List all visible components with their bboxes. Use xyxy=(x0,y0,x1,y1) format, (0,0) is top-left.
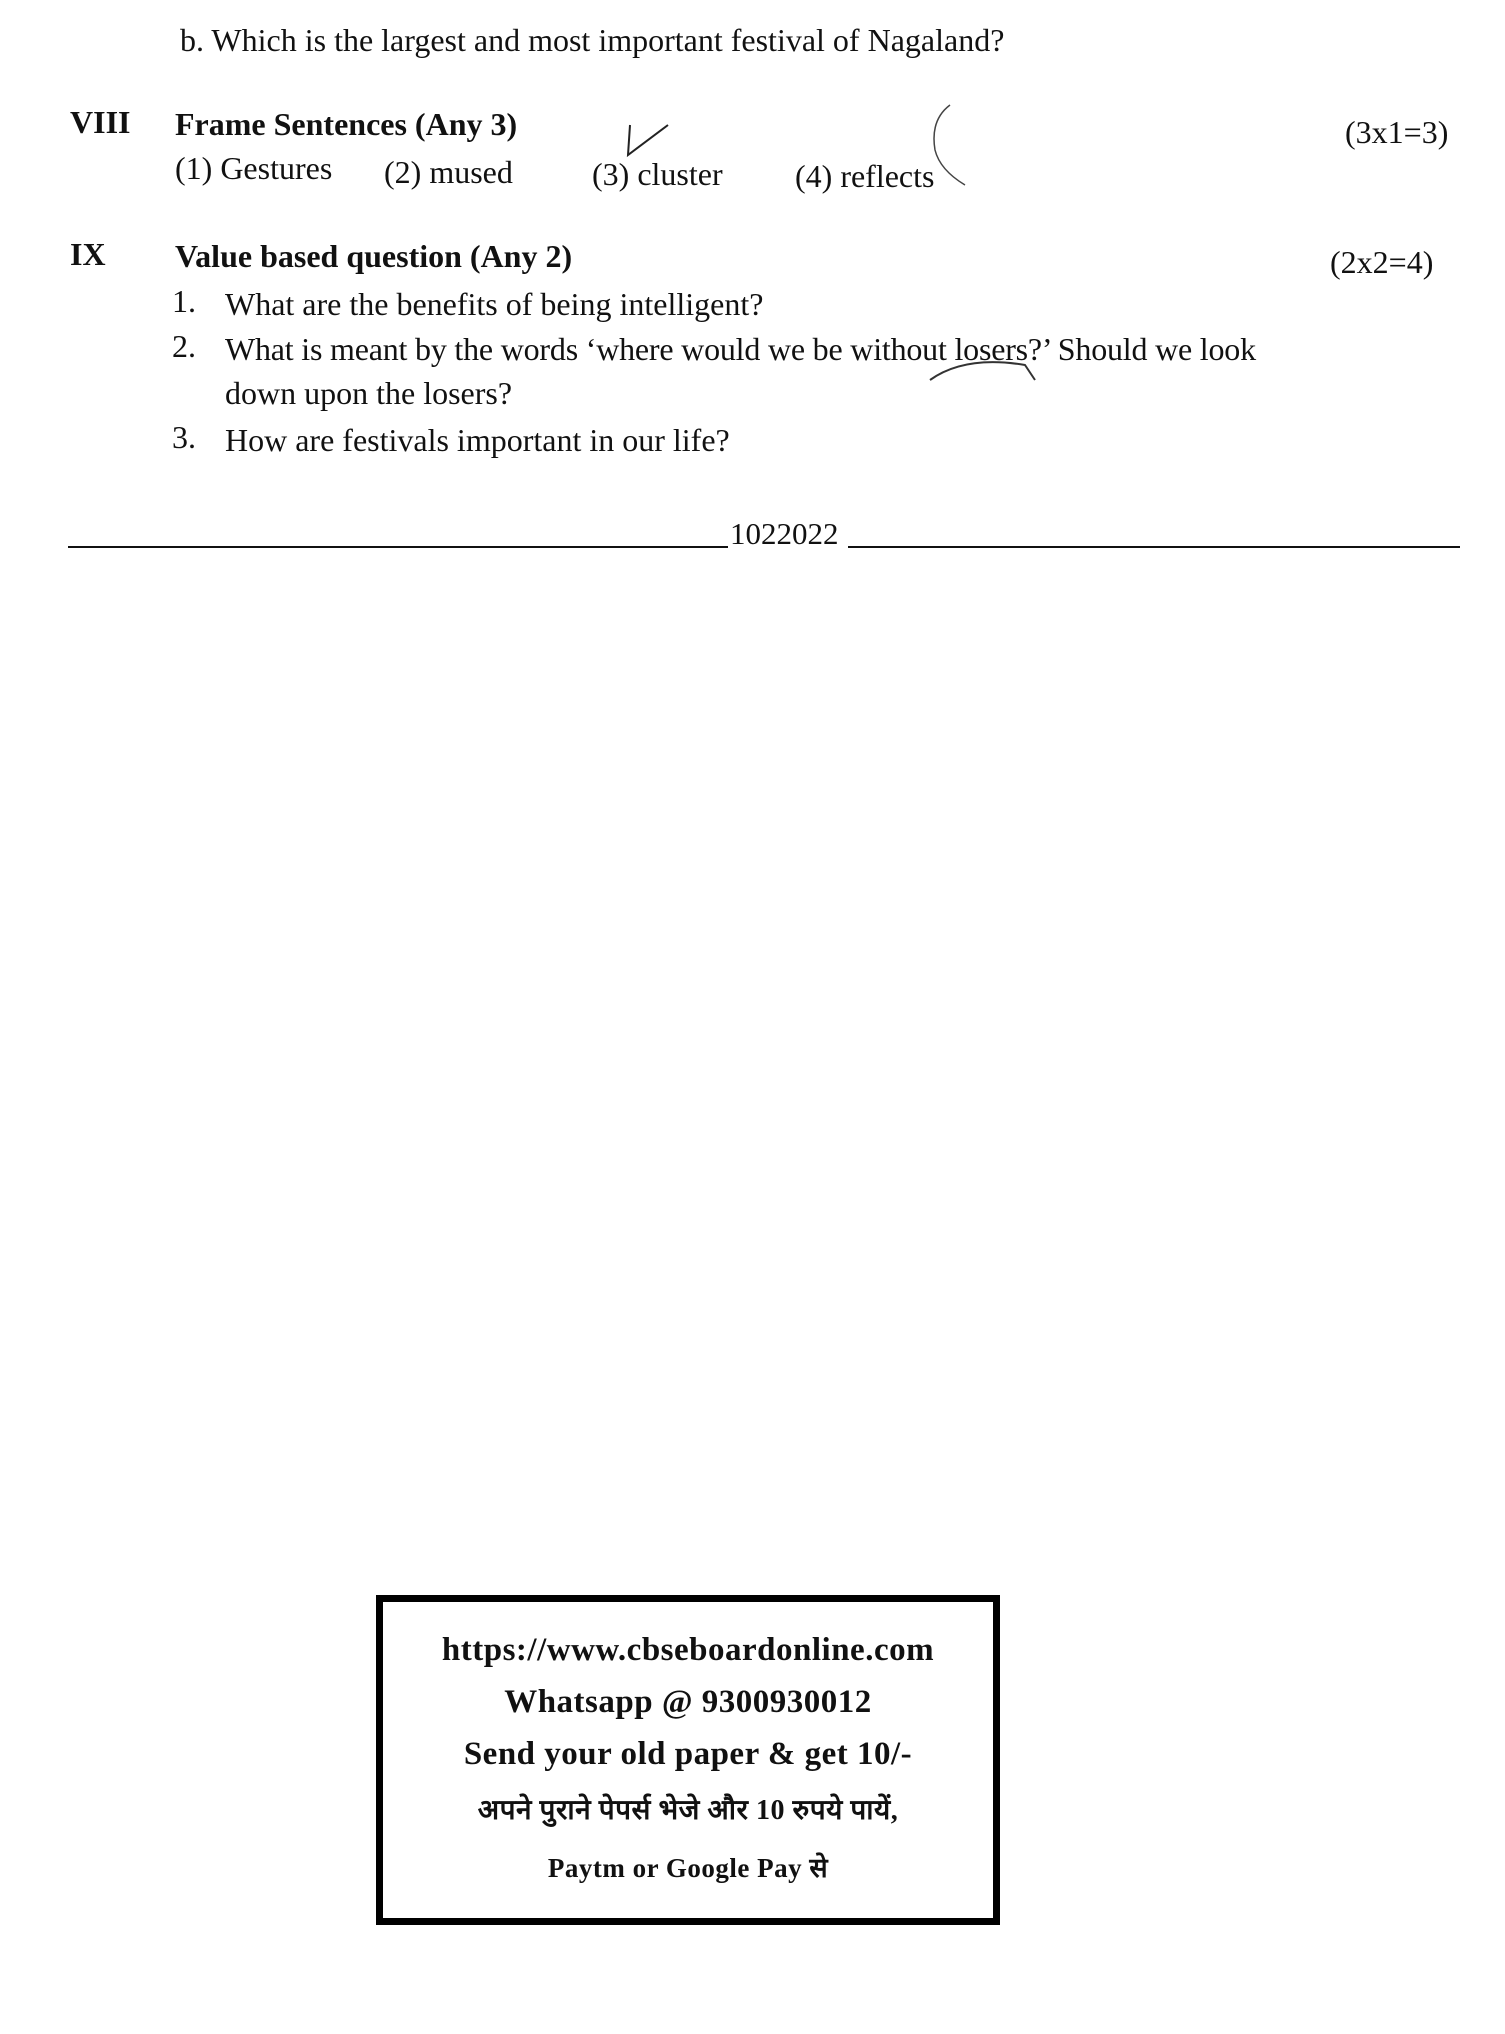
question-text: What is meant by the words ‘where would we be without losers?’ Should we look xyxy=(225,331,1256,367)
pen-stroke-icon xyxy=(925,350,1045,390)
promo-whatsapp: Whatsapp @ 9300930012 xyxy=(504,1684,872,1720)
section-title: Frame Sentences (Any 3) xyxy=(175,106,518,142)
pen-stroke-icon xyxy=(920,100,970,190)
section-marks: (3x1=3) xyxy=(1345,114,1449,150)
tick-mark-icon xyxy=(620,115,680,165)
divider-right xyxy=(848,546,1460,548)
word-option: (1) Gestures xyxy=(175,150,333,186)
word-option: (2) mused xyxy=(384,154,513,190)
question-b: b. Which is the largest and most important festival of Nagaland? xyxy=(180,22,1005,58)
section-title: Value based question (Any 2) xyxy=(175,238,573,274)
footer-code: 1022022 xyxy=(730,516,839,551)
question-number: 1. xyxy=(172,283,196,319)
question-text: How are festivals important in our life? xyxy=(225,422,730,458)
promo-offer: Send your old paper & get 10/- xyxy=(463,1736,913,1772)
question-text: What are the benefits of being intelligent? xyxy=(225,286,764,322)
divider-left xyxy=(68,546,728,548)
section-numeral: IX xyxy=(70,236,106,272)
promo-url: https://www.cbseboardonline.com xyxy=(441,1632,935,1668)
word-option: (3) cluster xyxy=(592,156,723,192)
word-option: (4) reflects xyxy=(795,158,935,194)
question-number: 3. xyxy=(172,419,196,455)
promo-payment: Paytm or Google Pay से xyxy=(547,1853,829,1883)
question-text-continued: down upon the losers? xyxy=(225,375,513,411)
section-numeral: VIII xyxy=(70,104,131,140)
section-marks: (2x2=4) xyxy=(1330,244,1434,280)
promo-box xyxy=(376,1595,1000,1925)
question-number: 2. xyxy=(172,328,196,364)
promo-hindi: अपने पुराने पेपर्स भेजे और 10 रुपये पायें, xyxy=(477,1795,899,1826)
